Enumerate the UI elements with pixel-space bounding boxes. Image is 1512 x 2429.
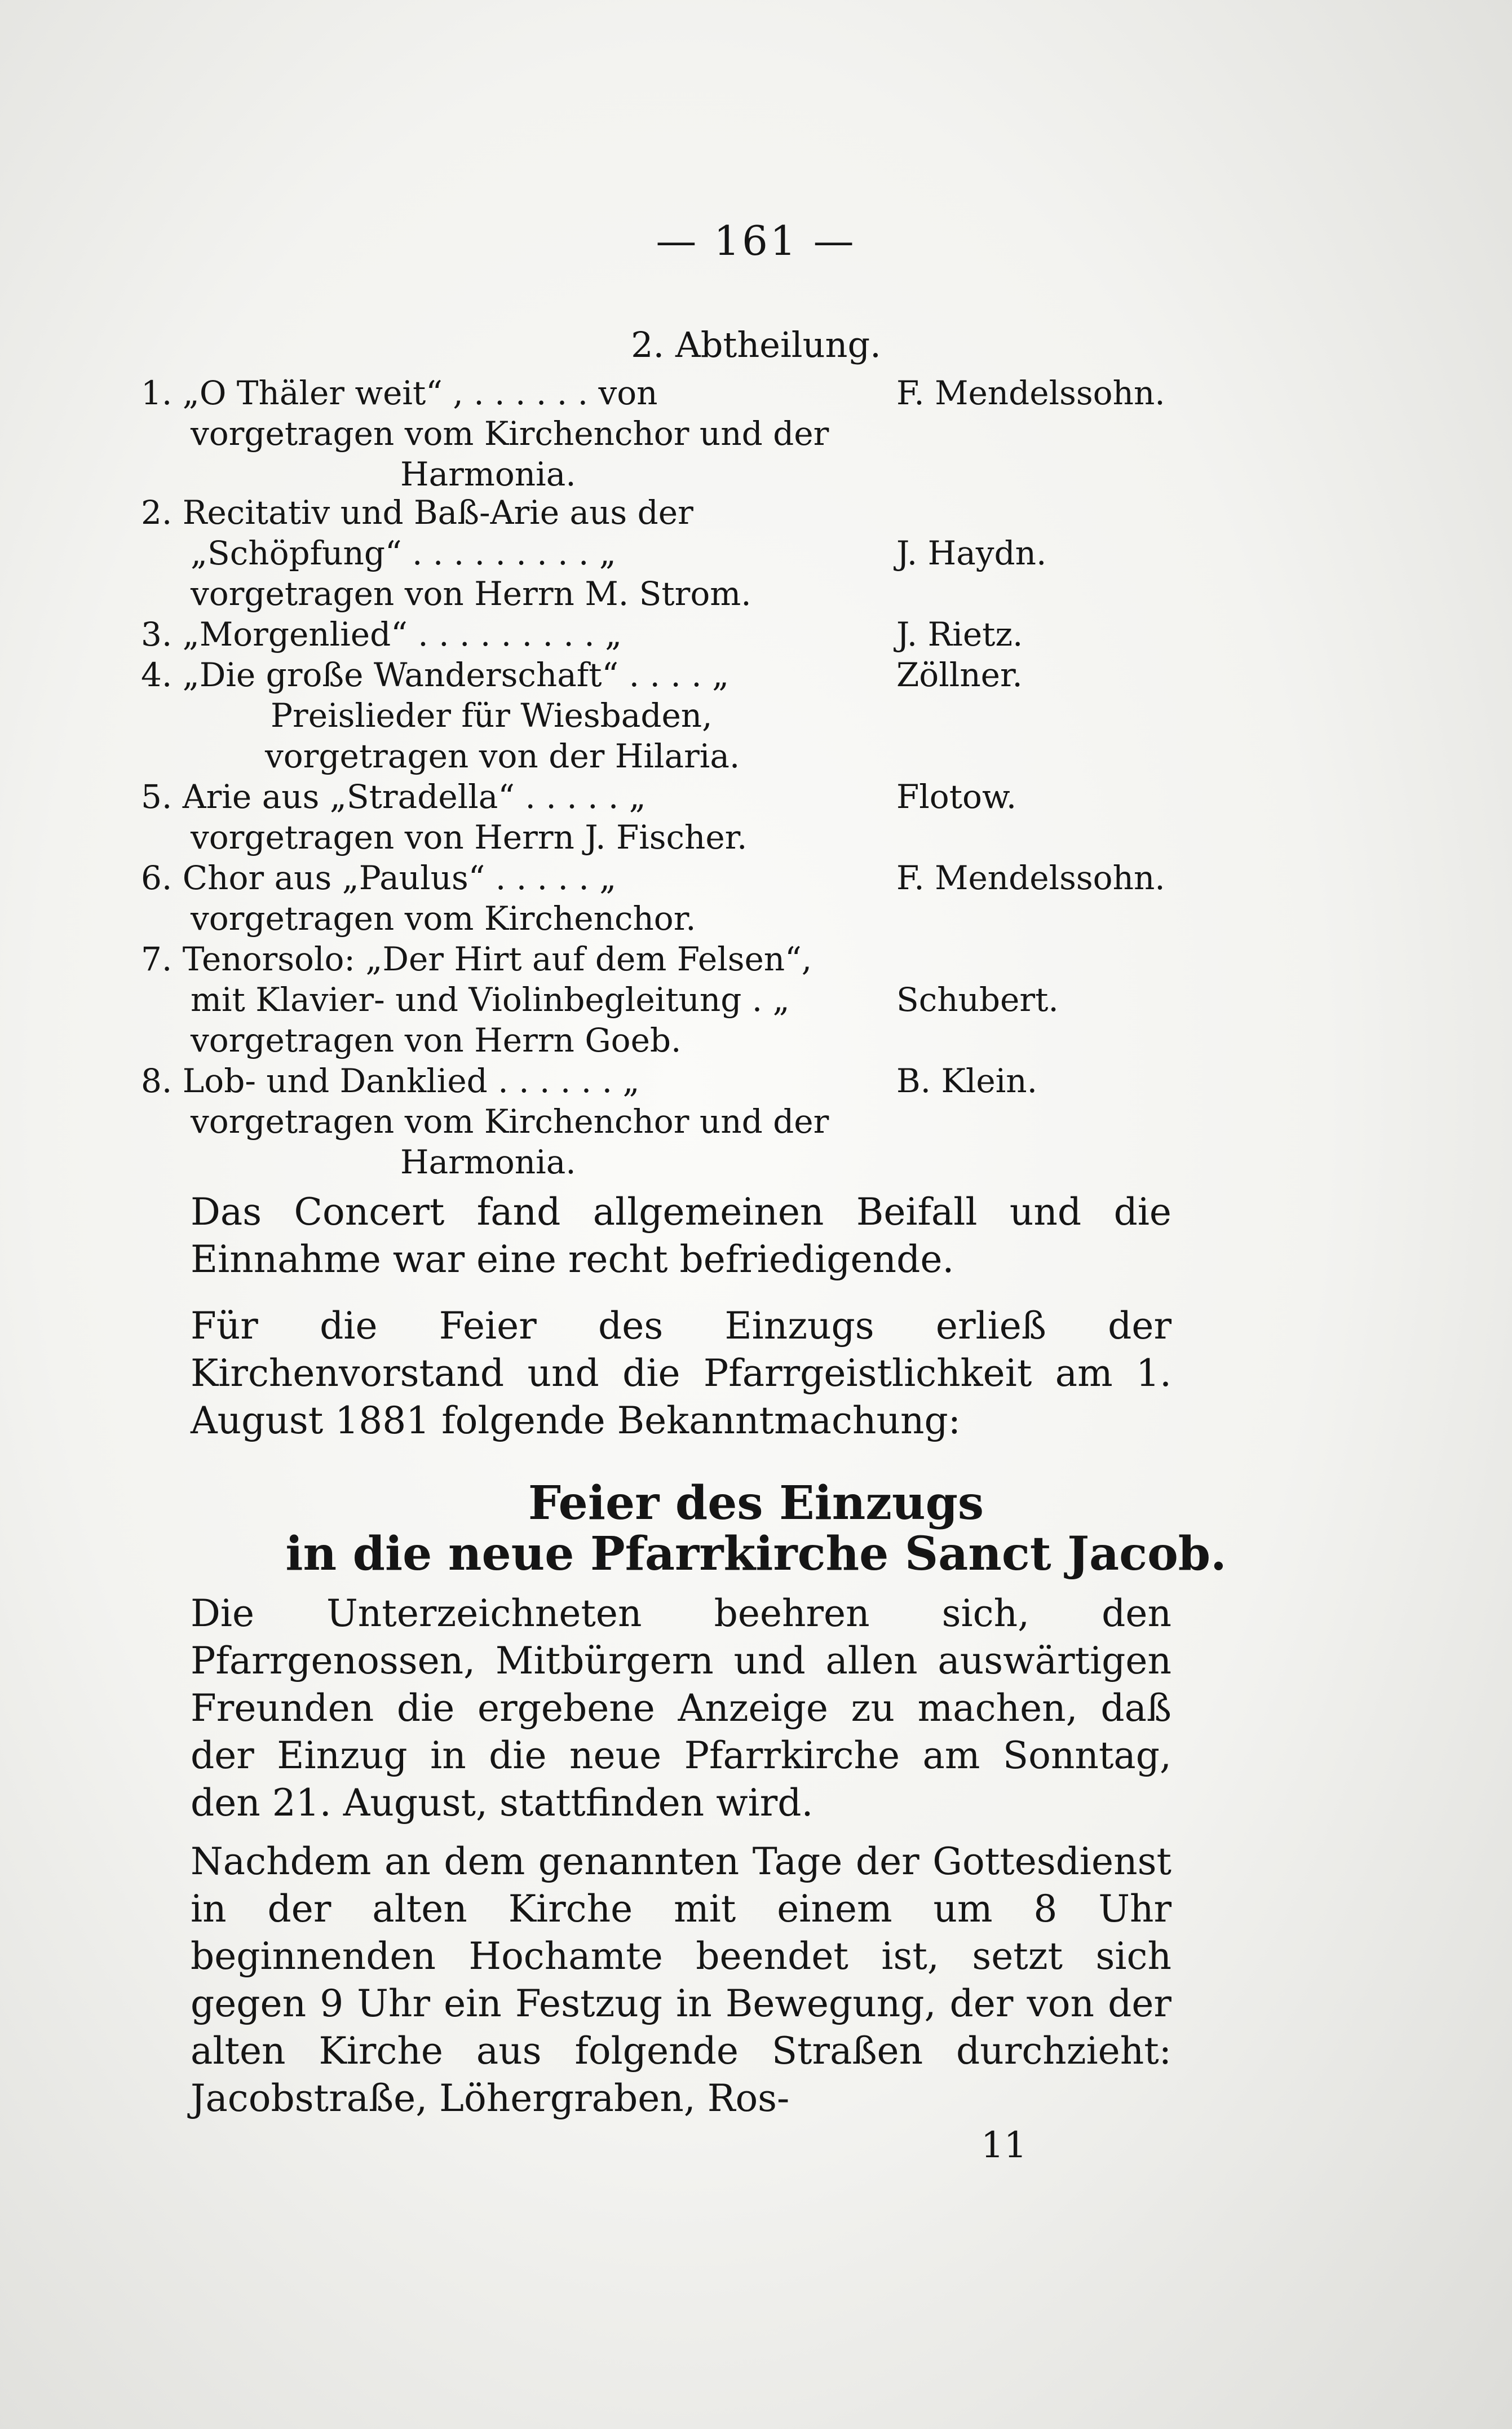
program-line: mit Klavier- und Violinbegleitung . „: [191, 981, 790, 1019]
program-line: vorgetragen von Herrn J. Fischer.: [191, 818, 748, 856]
program-line: 1. „O Thäler weit“ , . . . . . . von: [141, 374, 658, 412]
paragraph: Das Concert fand allgemeinen Beifall und die Einnahme war eine recht befriedigende.: [191, 1190, 1171, 1281]
announcement-subheading: in die neue Pfarrkirche Sanct Jacob.: [285, 1527, 1227, 1581]
program-line: vorgetragen vom Kirchenchor und der: [191, 1102, 829, 1141]
program-line: „Schöpfung“ . . . . . . . . . „: [191, 534, 616, 572]
program-line: vorgetragen von Herrn Goeb.: [191, 1021, 682, 1059]
program-line: 3. „Morgenlied“ . . . . . . . . . „: [141, 615, 622, 653]
program-composer: J. Rietz.: [896, 615, 1023, 653]
program-line: 4. „Die große Wanderschaft“ . . . . „: [141, 656, 730, 694]
program-composer: J. Haydn.: [896, 534, 1047, 572]
paragraph: Für die Feier des Einzugs erließ der Kirchenvorstand und die Pfarrgeistlichkeit am 1. August 1881 folgende Bekanntmachung:: [191, 1304, 1171, 1442]
signature-mark: 11: [981, 2125, 1027, 2166]
program-composer: Zöllner.: [896, 656, 1023, 694]
program-composer: Schubert.: [896, 981, 1059, 1019]
paragraph: Die Unterzeichneten beehren sich, den Pfarrgenossen, Mitbürgern und allen auswärtigen Freunden die ergebene Anzeige zu machen, daß der Einzug in die neue Pfarrkirche am Sonntag, den 21. August, stattfinden wird.: [191, 1592, 1171, 1825]
program-line: 8. Lob- und Danklied . . . . . . „: [141, 1062, 640, 1100]
program-line: vorgetragen vom Kirchenchor und der: [191, 414, 829, 453]
program-line: vorgetragen von Herrn M. Strom.: [191, 575, 751, 613]
program-composer: F. Mendelssohn.: [896, 374, 1165, 412]
program-line: 7. Tenorsolo: „Der Hirt auf dem Felsen“,: [141, 940, 812, 978]
announcement-heading: Feier des Einzugs: [528, 1476, 984, 1530]
section-title: 2. Abtheilung.: [631, 324, 881, 365]
program-line: 2. Recitativ und Baß-Arie aus der: [141, 493, 693, 532]
program-line: Harmonia.: [400, 455, 576, 493]
program-composer: F. Mendelssohn.: [896, 859, 1165, 897]
program-line: 5. Arie aus „Stradella“ . . . . . „: [141, 778, 646, 816]
program-line: 6. Chor aus „Paulus“ . . . . . „: [141, 859, 617, 897]
program-line: vorgetragen vom Kirchenchor.: [191, 899, 696, 938]
page-number: — 161 —: [656, 217, 856, 264]
program-composer: Flotow.: [896, 778, 1017, 816]
program-line: Harmonia.: [400, 1143, 576, 1181]
program-line: Preislieder für Wiesbaden,: [271, 696, 713, 735]
program-line: vorgetragen von der Hilaria.: [265, 737, 740, 775]
paragraph: Nachdem an dem genannten Tage der Gottesdienst in der alten Kirche mit einem um 8 Uhr beginnenden Hochamte beendet ist, setzt sich gegen 9 Uhr ein Festzug in Bewegung, der von der alten Kirche aus folgende Straßen durchzieht: Jacobstraße, Löhergraben, Ros-: [191, 1840, 1171, 2120]
program-composer: B. Klein.: [896, 1062, 1038, 1100]
